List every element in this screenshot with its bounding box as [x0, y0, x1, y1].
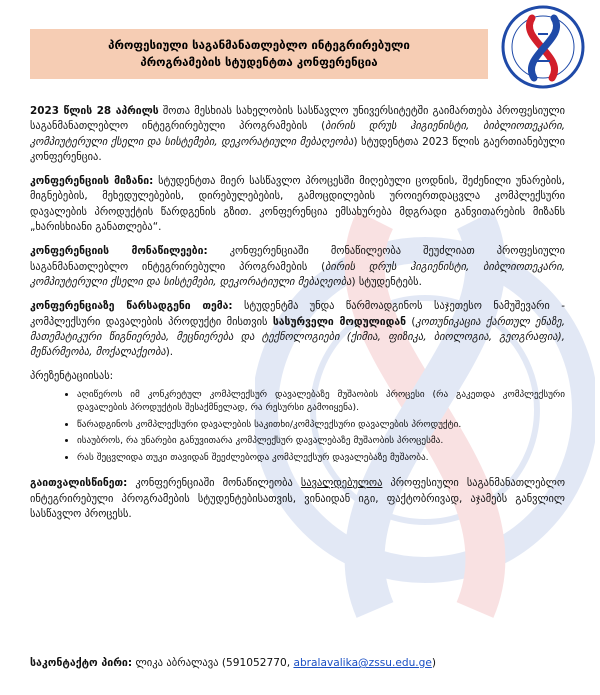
intro-date: 2023 წლის 28 აპრილს	[30, 105, 159, 117]
intro-paragraph	[30, 104, 565, 165]
contact-email-link[interactable]: abralavalika@zssu.edu.ge	[293, 657, 432, 669]
theme-bold: სასურველი მოდულიდან	[272, 315, 406, 328]
title-banner	[30, 29, 488, 79]
intro-text-1: შოთა მესხიას სახელობის სასწავლო უნივერსიტეტში გაიმართება პროფესიული საგანმანათლებლო ინტეგრირებული პროგრამების (	[30, 105, 565, 133]
goal-paragraph	[30, 174, 565, 235]
participants-programs: ბირის დრუს ჰიგიენისტი, ბიბლიოთეკარი, კომპიუტერული ქსელი და სისტემები, დეკორატიული მებაღეობა	[30, 260, 565, 288]
presentation-label: პრეზენტაციისას:	[30, 370, 114, 383]
presentation-list	[30, 388, 565, 465]
contact-close: )	[431, 657, 437, 669]
participants-label: კონფერენციის მონაწილეები:	[30, 245, 208, 258]
benefits-paragraph	[30, 476, 565, 522]
participants-text-2: ) სტუდენტებს.	[351, 275, 422, 288]
contact-name: ლიკა აბრალავა (591052770,	[132, 657, 294, 669]
participants-paragraph	[30, 244, 565, 290]
title-line-2: პროგრამების სტუდენტთა კონფერენცია	[140, 55, 378, 69]
benefits-text-1: კონფერენციაში მონაწილეობა	[127, 477, 301, 490]
list-item: • აღიწეროს იმ კონკრეტულ კომპლექსურ დავალებაზე მუშაობის პროცესი (რა გაკეთდა კომპლექსური დავალების პროდუქტის შესაქმნელად, რა რესურსი გამოიყენა).	[77, 388, 565, 415]
contact-line	[30, 657, 436, 669]
theme-paragraph	[30, 299, 565, 360]
goal-label: კონფერენციის მიზანი:	[30, 175, 154, 188]
list-item: • წარადგინოს კომპლექსური დავალების საკითხი/კომპლექსური დავალების პროდუქტი.	[77, 418, 565, 432]
list-item: • რას შეცვლიდა თუკი თავიდან შეეძლებოდა კომპლექსურ დავალებაზე მუშაობა.	[77, 451, 565, 465]
theme-text-3: ).	[165, 346, 174, 359]
document-body	[30, 104, 565, 531]
theme-text-1: სტუდენტმა უნდა წარმოადგინოს საჯეთესო ნამუშევარი - კომპლექსური დავალების პროდუქტი მისთვის	[30, 300, 565, 328]
benefits-label: გაითვალისწინეთ:	[30, 477, 128, 490]
university-logo	[500, 4, 586, 90]
list-item: • ისაუბროს, რა უნარები განუვითარა კომპლექსურ დავალებაზე მუშაობის პროცესმა.	[77, 434, 565, 448]
intro-text-2: ) სტუდენტთა 2023 წლის გაერთიანებული კონფერენცია.	[30, 135, 565, 163]
benefits-mandatory: სავალდებულოა	[300, 477, 383, 490]
theme-text-2: (	[406, 315, 416, 328]
contact-label: საკონტაქტო პირი:	[30, 657, 133, 669]
intro-programs: ბირის დრუს ჰიგიენისტი, ბიბლიოთეკარი, კომპიუტერული ქსელი და სისტემები, დეკორატიული მებაღეობა	[30, 120, 565, 148]
participants-text-1: კონფერენციაში მონაწილეობა შეუძლიათ პროფესიული საგანმანათლებლო ინტეგრირებული პროგრამების (	[30, 245, 565, 273]
goal-text: სტუდენტთა მიერ სასწავლო პროცესში მიღებული ცოდნის, შეძენილი უნარების, მიგნებების, მეხედულებების, დირებულებების, გამოცდილების უროიერთდაცვლა კომპლექსური დავალების პროდუქტის წარდგენის გზით. კონფერენცია ემსახურება მდგრადი განვითარების მიზანს „ხარისხიანი განათლება“.	[30, 175, 565, 234]
benefits-text-2: პროფესიული საგანმანათლებლო ინტეგრირებული პროგრამების სტუდენტებისათვის, ვინაიდან იგი, ფაქტობრივად, აჯამებს განვლილ სასწავლო პროცესს.	[30, 477, 566, 520]
theme-label: კონფერენციაზე წარსადგენი თემა:	[30, 300, 233, 313]
title-line-1: პროფესიული საგანმანათლებლო ინტეგრირებული	[108, 38, 410, 52]
theme-modules: კოთუნიკაცია ქართულ ენაზე, მათემატიკური წიგნიერება, მეცნიერება და ტექნოლოგიები (ქიმია, ფიზიკა, ბიოლოგია, გეოგრაფია), მეწარმეობა, მოქალაქეობა	[30, 315, 566, 359]
